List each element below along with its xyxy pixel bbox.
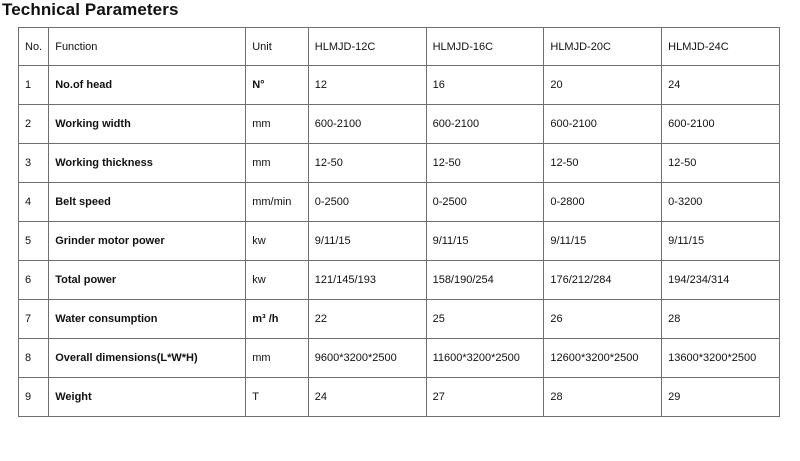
value-cell: 26: [544, 300, 662, 339]
table-row: [19, 105, 780, 144]
value-cell: 176/212/284: [544, 261, 662, 300]
value-cell: 24: [662, 66, 780, 105]
value-cell: 9/11/15: [544, 222, 662, 261]
technical-parameters-table: [18, 27, 780, 417]
table-row: [19, 300, 780, 339]
function-cell: Overall dimensions(L*W*H): [49, 339, 246, 378]
value-cell: 0-2800: [544, 183, 662, 222]
value-cell: 27: [426, 378, 544, 417]
value-cell: 13600*3200*2500: [662, 339, 780, 378]
header-function: Function: [49, 28, 246, 66]
value-cell: 600-2100: [308, 105, 426, 144]
row-number: 7: [19, 300, 49, 339]
value-cell: 24: [308, 378, 426, 417]
row-number: 9: [19, 378, 49, 417]
table-row: [19, 222, 780, 261]
page-title: Technical Parameters: [2, 0, 179, 19]
value-cell: 0-2500: [308, 183, 426, 222]
header-no: No.: [19, 28, 49, 66]
unit-cell: mm: [246, 105, 309, 144]
header-model: HLMJD-24C: [662, 28, 780, 66]
value-cell: 12-50: [426, 144, 544, 183]
table-header-row: [19, 28, 780, 66]
unit-cell: kw: [246, 222, 309, 261]
value-cell: 22: [308, 300, 426, 339]
value-cell: 600-2100: [426, 105, 544, 144]
table-row: [19, 261, 780, 300]
function-cell: Weight: [49, 378, 246, 417]
value-cell: 600-2100: [544, 105, 662, 144]
value-cell: 9600*3200*2500: [308, 339, 426, 378]
value-cell: 121/145/193: [308, 261, 426, 300]
value-cell: 16: [426, 66, 544, 105]
value-cell: 28: [662, 300, 780, 339]
header-model: HLMJD-20C: [544, 28, 662, 66]
table-row: [19, 144, 780, 183]
value-cell: 12-50: [308, 144, 426, 183]
unit-cell: kw: [246, 261, 309, 300]
row-number: 2: [19, 105, 49, 144]
function-cell: Total power: [49, 261, 246, 300]
header-unit: Unit: [246, 28, 309, 66]
function-cell: Working thickness: [49, 144, 246, 183]
value-cell: 12-50: [662, 144, 780, 183]
table-row: [19, 378, 780, 417]
row-number: 8: [19, 339, 49, 378]
row-number: 6: [19, 261, 49, 300]
value-cell: 600-2100: [662, 105, 780, 144]
table-row: [19, 66, 780, 105]
unit-cell: mm: [246, 144, 309, 183]
row-number: 1: [19, 66, 49, 105]
value-cell: 11600*3200*2500: [426, 339, 544, 378]
value-cell: 12: [308, 66, 426, 105]
value-cell: 12600*3200*2500: [544, 339, 662, 378]
unit-cell: m³ /h: [246, 300, 309, 339]
table-row: [19, 339, 780, 378]
function-cell: No.of head: [49, 66, 246, 105]
function-cell: Water consumption: [49, 300, 246, 339]
value-cell: 0-3200: [662, 183, 780, 222]
header-model: HLMJD-16C: [426, 28, 544, 66]
value-cell: 29: [662, 378, 780, 417]
row-number: 3: [19, 144, 49, 183]
value-cell: 158/190/254: [426, 261, 544, 300]
row-number: 4: [19, 183, 49, 222]
value-cell: 0-2500: [426, 183, 544, 222]
header-model: HLMJD-12C: [308, 28, 426, 66]
value-cell: 9/11/15: [662, 222, 780, 261]
value-cell: 194/234/314: [662, 261, 780, 300]
value-cell: 28: [544, 378, 662, 417]
value-cell: 12-50: [544, 144, 662, 183]
value-cell: 9/11/15: [308, 222, 426, 261]
function-cell: Belt speed: [49, 183, 246, 222]
function-cell: Grinder motor power: [49, 222, 246, 261]
unit-cell: mm/min: [246, 183, 309, 222]
row-number: 5: [19, 222, 49, 261]
function-cell: Working width: [49, 105, 246, 144]
value-cell: 25: [426, 300, 544, 339]
unit-cell: N°: [246, 66, 309, 105]
unit-cell: T: [246, 378, 309, 417]
value-cell: 9/11/15: [426, 222, 544, 261]
value-cell: 20: [544, 66, 662, 105]
unit-cell: mm: [246, 339, 309, 378]
table-row: [19, 183, 780, 222]
